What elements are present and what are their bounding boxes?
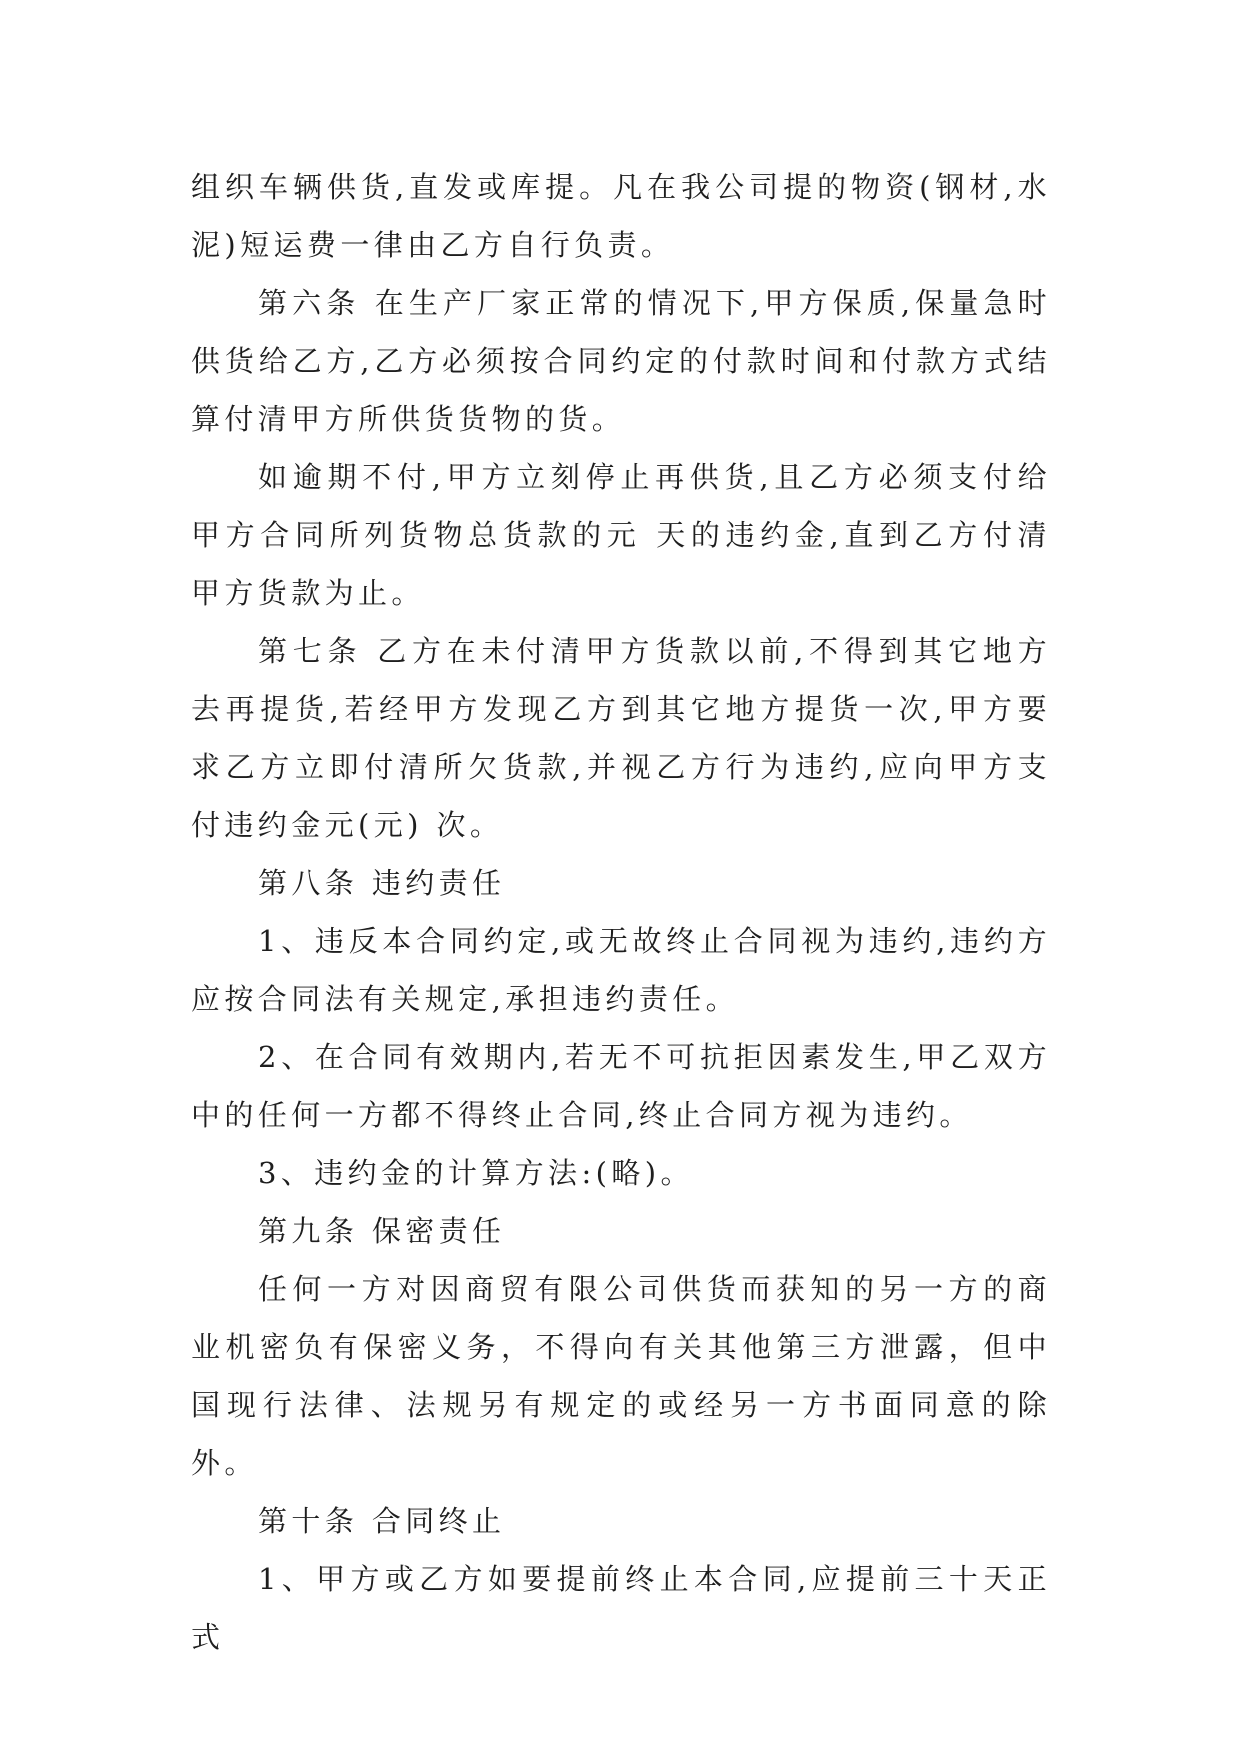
paragraph-liability-2: 2、在合同有效期内,若无不可抗拒因素发生,甲乙双方中的任何一方都不得终止合同,终止合同方视为违约。 bbox=[191, 1040, 1051, 1132]
contract-text-body bbox=[191, 158, 1051, 1666]
heading-article-10: 第十条 合同终止 bbox=[258, 1504, 506, 1538]
paragraph-overdue-penalty: 如逾期不付,甲方立刻停止再供货,且乙方必须支付给甲方合同所列货物总货款的元 天的违约金,直到乙方付清甲方货款为止。 bbox=[191, 460, 1051, 610]
paragraph-liability-3: 3、违约金的计算方法:(略)。 bbox=[258, 1156, 694, 1190]
paragraph-transport-cost: 组织车辆供货,直发或库提。凡在我公司提的物资(钢材,水泥)短运费一律由乙方自行负责。 bbox=[191, 170, 1051, 262]
paragraph-termination-1: 1、甲方或乙方如要提前终止本合同,应提前三十天正式 bbox=[191, 1562, 1051, 1654]
heading-article-8: 第八条 违约责任 bbox=[258, 866, 506, 900]
paragraph-article-7: 第七条 乙方在未付清甲方货款以前,不得到其它地方去再提货,若经甲方发现乙方到其它地方提货一次,甲方要求乙方立即付清所欠货款,并视乙方行为违约,应向甲方支付违约金元(元) 次。 bbox=[191, 634, 1051, 842]
paragraph-article-6: 第六条 在生产厂家正常的情况下,甲方保质,保量急时供货给乙方,乙方必须按合同约定的付款时间和付款方式结算付清甲方所供货货物的货。 bbox=[191, 286, 1051, 436]
heading-article-9: 第九条 保密责任 bbox=[258, 1214, 506, 1248]
paragraph-confidentiality: 任何一方对因商贸有限公司供货而获知的另一方的商业机密负有保密义务，不得向有关其他第三方泄露，但中国现行法律、法规另有规定的或经另一方书面同意的除外。 bbox=[191, 1272, 1051, 1480]
paragraph-liability-1: 1、违反本合同约定,或无故终止合同视为违约,违约方应按合同法有关规定,承担违约责任。 bbox=[191, 924, 1051, 1016]
